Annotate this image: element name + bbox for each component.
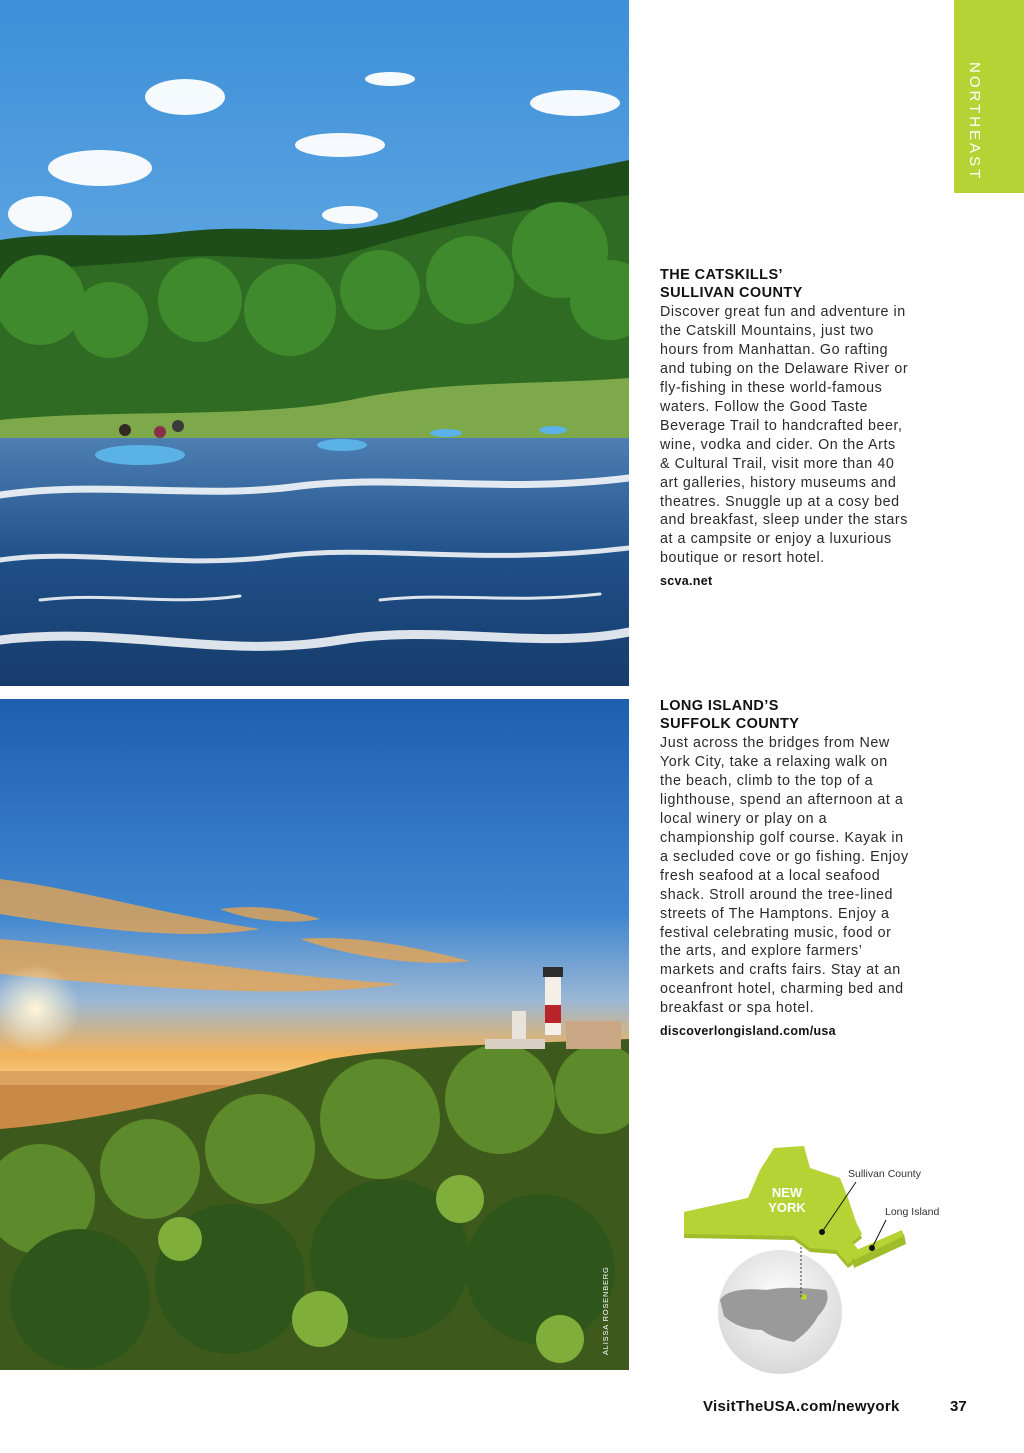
article-title bbox=[660, 266, 910, 302]
photo-credit: ALISSA ROSENBERG bbox=[601, 1266, 610, 1355]
state-label: NEW YORK bbox=[768, 1185, 806, 1215]
article-title-line1: LONG ISLAND’S bbox=[660, 698, 779, 714]
section-tab-label: NORTHEAST bbox=[966, 62, 983, 182]
lighthouse-sunset-photo bbox=[0, 699, 629, 1370]
page-number: 37 bbox=[950, 1398, 967, 1415]
footer-url: VisitTheUSA.com/newyork bbox=[703, 1398, 900, 1415]
article-body: Just across the bridges from New York City, take a relaxing walk on the beach, climb to the top of a lighthouse, spend an afternoon at a local winery or play on a championship golf course. Kayak in a secluded cove or go fishing. Enjoy fresh seafood at a local seafood shack. Stroll around the tree-lined streets of The Hamptons. Enjoy a festival celebrating music, food or the arts, and explore farmers’ markets and crafts fairs. Stay at an oceanfront hotel, charming bed and breakfast or spa hotel. bbox=[660, 735, 909, 1017]
article-catskills bbox=[660, 266, 910, 589]
article-long-island bbox=[660, 697, 910, 1039]
section-tab bbox=[954, 0, 1024, 193]
article-title bbox=[660, 697, 910, 733]
article-link[interactable]: discoverlongisland.com/usa bbox=[660, 1024, 836, 1039]
callout-long-island: Long Island bbox=[885, 1206, 940, 1218]
article-link[interactable]: scva.net bbox=[660, 574, 713, 589]
article-title-line2: SULLIVAN COUNTY bbox=[660, 285, 803, 301]
new-york-locator-map bbox=[676, 1140, 966, 1380]
rafting-river-photo bbox=[0, 0, 629, 686]
article-title-line2: SUFFOLK COUNTY bbox=[660, 716, 800, 732]
article-body: Discover great fun and adventure in the Catskill Mountains, just two hours from Manhattan. Go rafting and tubing on the Delaware River or fly-fishing in these world-famous waters. Follow the Good Taste Beverage Trail to handcrafted beer, wine, vodka and cider. On the Arts & Cultural Trail, visit more than 40 art galleries, history museums and theatres. Snuggle up at a cosy bed and breakfast, sleep under the stars at a campsite or enjoy a luxurious boutique or resort hotel. bbox=[660, 304, 909, 567]
article-title-line1: THE CATSKILLS’ bbox=[660, 267, 783, 283]
callout-sullivan-county: Sullivan County bbox=[848, 1168, 921, 1180]
